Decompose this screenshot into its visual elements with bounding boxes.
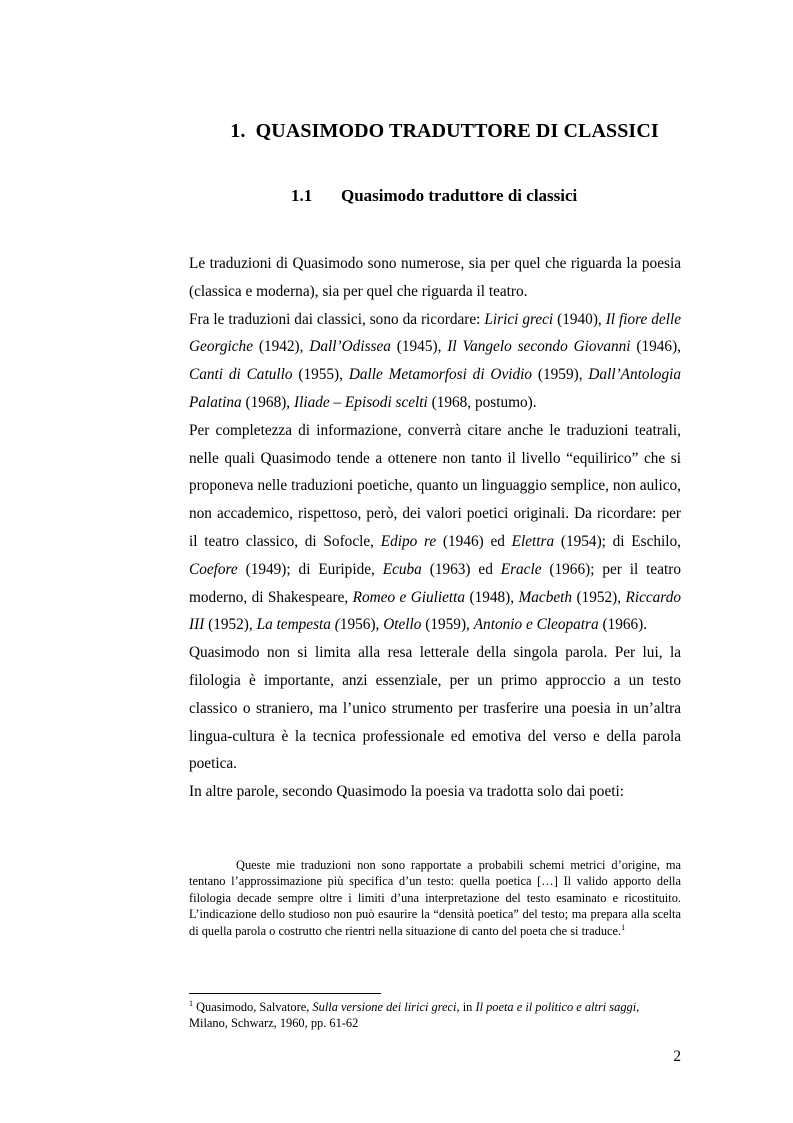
work-title: Canti di Catullo (189, 366, 293, 384)
text-run: In altre parole, secondo Quasimodo la poesia va tradotta solo dai poeti: (189, 783, 624, 801)
work-title: Antonio e Cleopatra (473, 616, 599, 634)
text-run: (1948), (465, 588, 519, 606)
text-run: (1942), (253, 338, 310, 356)
paragraph (189, 639, 681, 778)
work-title: Elettra (511, 532, 555, 550)
text-run: (1952), (572, 588, 626, 606)
text-run: 1956), (339, 616, 384, 634)
footnote (189, 999, 681, 1032)
paragraph (189, 778, 681, 806)
text-run: (1946), (630, 338, 681, 356)
text-run: Fra le traduzioni dai classici, sono da ricordare: (189, 310, 485, 328)
quote-text: Queste mie traduzioni non sono rapportate a probabili schemi metrici d’origine, ma tentano l’approssimazione più specifica d’un testo: quella poetica […] Il valido apporto della filologia decade sempre oltre i limiti d’una interpretazione del testo esaminato e ricostituito. L’indicazione dello studioso non può esaurire la “densità poetica” del testo; ma prepara alla scelta di quella parola o costrutto che rientri nella situazione di canto del poeta che si traduce. (189, 858, 681, 938)
text-run: (1949); di Euripide, (237, 560, 383, 578)
work-title: Romeo e Giulietta (352, 588, 466, 606)
chapter-number: 1. (230, 120, 246, 142)
text-run: Le traduzioni di Quasimodo sono numerose, sia per quel che riguarda la poesia (classica e moderna), sia per quel che riguarda il teatro. (189, 255, 681, 300)
text-run: (1955), (292, 366, 349, 384)
footnote-separator (189, 993, 381, 994)
text-run: , Milano, Schwarz, 1960, pp. 61-62 (189, 1000, 640, 1031)
text-run: (1959), (532, 366, 589, 384)
text-run: Quasimodo non si limita alla resa letterale della singola parola. Per lui, la filologia è importante, anzi essenziale, per un primo approccio a un testo classico o straniero, ma l’unico strumento per trasferire una poesia in un’altra lingua-cultura è la tecnica professionale ed emotiva del verso e della parola poetica. (189, 644, 681, 773)
text-run: (1963) ed (421, 560, 501, 578)
work-title: Coefore (189, 560, 238, 578)
page-number: 2 (673, 1048, 681, 1065)
work-title: Eracle (500, 560, 542, 578)
text-run: (1940), (553, 310, 606, 328)
text-run: (1968), (241, 393, 294, 411)
work-title: Ecuba (382, 560, 422, 578)
text-run: (1968, postumo). (427, 393, 537, 411)
text-run: (1946) ed (436, 532, 512, 550)
work-title: Il poeta e il politico e altri saggi (475, 1000, 637, 1014)
text-run: (1966); per il teatro moderno, di Shakespeare, (189, 560, 681, 606)
work-title: Riccardo III (189, 588, 681, 634)
block-quote (189, 857, 681, 939)
text-run: , in (456, 1000, 476, 1014)
paragraph (189, 306, 681, 417)
work-title: Sulla versione dei lirici greci (312, 1000, 457, 1014)
work-title: Dalle Metamorfosi di Ovidio (348, 366, 533, 384)
quote-paragraph (189, 857, 681, 939)
work-title: Il Vangelo secondo Giovanni (447, 338, 631, 356)
work-title: Macbeth (518, 588, 573, 606)
work-title: Dall’Antologia Palatina (189, 366, 682, 411)
text-run: (1954); di Eschilo, (554, 532, 681, 550)
work-title: Dall’Odissea (309, 338, 391, 356)
work-title: Il fiore delle Georgiche (189, 310, 681, 356)
work-title: Edipo re (380, 532, 437, 550)
text-run: (1959), (421, 616, 474, 634)
chapter-title-text: QUASIMODO TRADUTTORE DI CLASSICI (255, 120, 659, 142)
text-run: Quasimodo, Salvatore, (193, 1000, 313, 1014)
footnote-reference[interactable]: 1 (621, 922, 626, 932)
text-run: (1966). (598, 616, 648, 634)
work-title: Iliade – Episodi scelti (293, 393, 428, 411)
paragraph (189, 417, 681, 639)
text-run: (1945), (390, 338, 448, 356)
text-run: Per completezza di informazione, converrà citare anche le traduzioni teatrali, nelle quali Quasimodo tende a ottenere non tanto il livello “equilirico” che si proponeva nelle traduzioni poetiche, quanto un linguaggio semplice, non aulico, non accademico, rispettoso, però, dei valori poetici originali. Da ricordare: per il teatro classico, di Sofocle, (189, 421, 681, 550)
text-run: (1952), (204, 616, 257, 634)
chapter-title (0, 120, 793, 143)
paragraph (189, 250, 681, 306)
section-number: 1.1 (291, 186, 313, 205)
work-title: Lirici greci (484, 310, 554, 328)
footnote-marker: 1 (189, 998, 193, 1008)
work-title: La tempesta ( (256, 616, 340, 634)
body-text (189, 250, 681, 806)
work-title: Otello (383, 616, 422, 634)
section-title-text: Quasimodo traduttore di classici (341, 186, 578, 205)
